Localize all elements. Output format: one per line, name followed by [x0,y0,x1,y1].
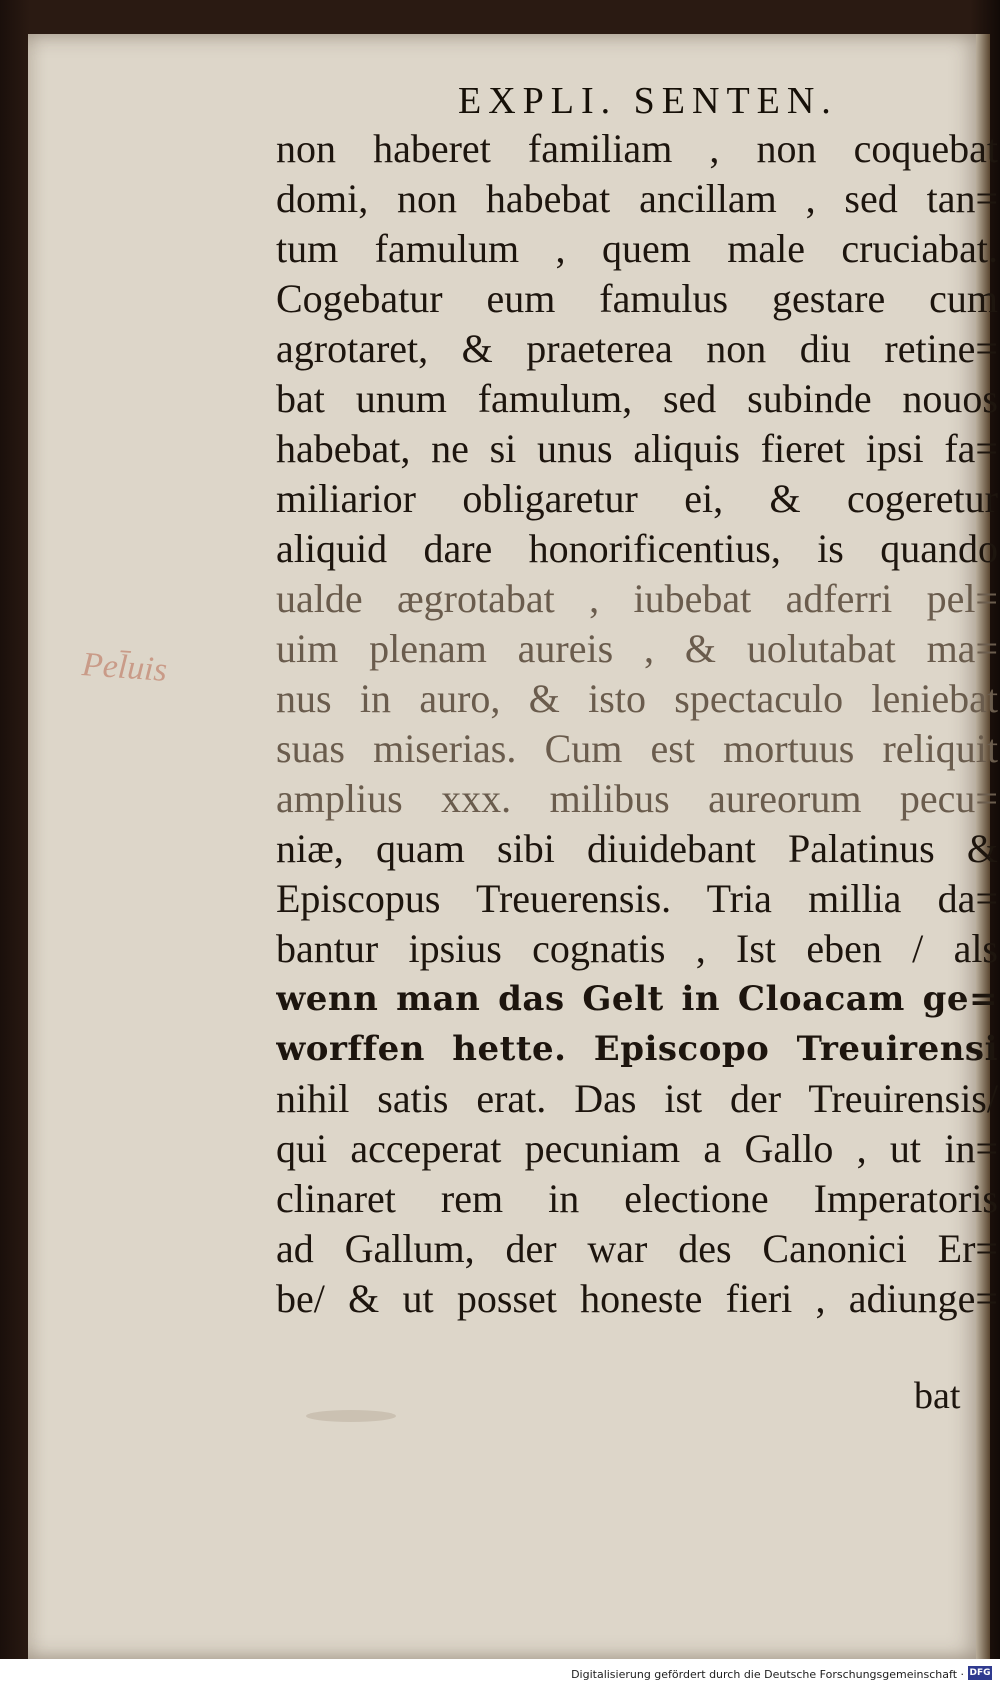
text-line: agrotaret, & praeterea non diu retine= [276,326,998,371]
text-line: clinaret rem in electione Imperatoris [276,1176,998,1221]
text-line: suas miserias. Cum est mortuus reliquit [276,726,998,771]
text-line: aliquid dare honorificentius, is quando [276,526,998,571]
text-line: amplius xxx. milibus aureorum pecu= [276,776,998,821]
funding-credit: Digitalisierung gefördert durch die Deutsche Forschungsgemeinschaft · [571,1668,964,1681]
text-line: nihil satis erat. Das ist der Treuirensis/ [276,1076,998,1121]
text-line: bat unum famulum, sed subinde nouos [276,376,998,421]
text-line: non haberet familiam , non coquebat [276,126,998,171]
text-line: domi, non habebat ancillam , sed tan= [276,176,998,221]
text-line: ualde ægrotabat , iubebat adferri pel= [276,576,998,621]
margin-annotation: Pel̄uis [80,646,169,689]
text-line: be/ & ut posset honeste fieri , adiunge= [276,1276,998,1321]
text-line: ad Gallum, der war des Canonici Er= [276,1226,998,1271]
text-line: tum famulum , quem male cruciabat. [276,226,998,271]
text-line: uim plenam aureis , & uolutabat ma= [276,626,998,671]
text-line: nus in auro, & isto spectaculo leniebat [276,676,998,721]
text-line: Episcopus Treuerensis. Tria millia da= [276,876,998,921]
page-paper [28,34,998,1659]
text-line: Cogebatur eum famulus gestare cum [276,276,998,321]
running-head: EXPLI. SENTEN. [458,80,838,122]
dfg-logo: DFG [969,1668,991,1678]
text-line-fraktur: worffen hette. Episcopo Treuirensi [276,1029,998,1069]
text-line: niæ, quam sibi diuidebant Palatinus & [276,826,998,871]
catchword: bat [914,1375,961,1417]
footer-bar [0,1659,1000,1685]
text-line: bantur ipsius cognatis , Ist eben / als [276,926,998,971]
text-line: miliarior obligaretur ei, & cogeretur [276,476,998,521]
faint-show-through [306,1410,396,1422]
text-line: qui acceperat pecuniam a Gallo , ut in= [276,1126,998,1171]
text-line-fraktur: wenn man das Gelt in Cloacam ge= [276,979,998,1019]
body-text [276,124,998,1324]
text-line: habebat, ne si unus aliquis fieret ipsi fa= [276,426,998,471]
